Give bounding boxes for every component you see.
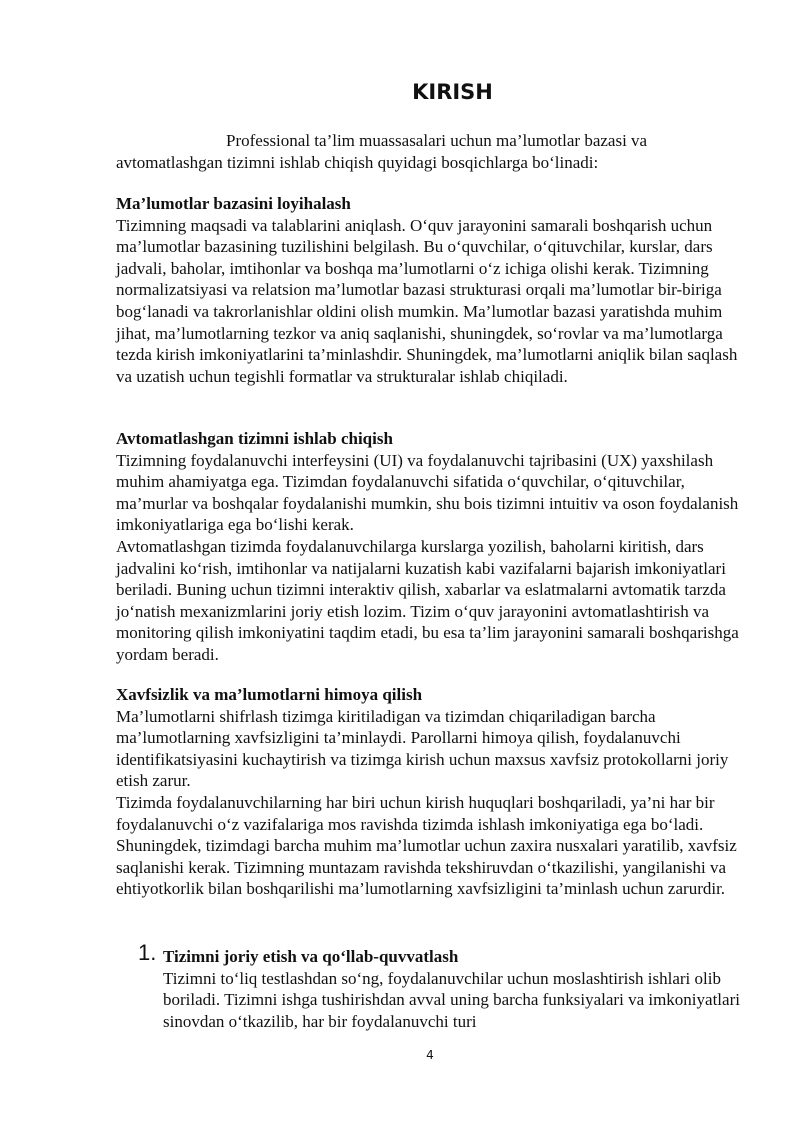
intro-paragraph [116,130,746,173]
section-heading: Xavfsizlik va ma’lumotlarni himoya qilish [116,685,423,704]
section-paragraph: Tizimda foydalanuvchilarning har biri uchun kirish huquqlari boshqariladi, ya’ni har bir foydalanuvchi o‘z vazifalariga mos ravishda tizimda ishlash imkoniyatiga ega bo‘ladi. Shuningdek, tizimdagi barcha muhim ma’lumotlar uchun zaxira nusxalari yaratilib, xavfsiz saqlanishi kerak. Tizimning muntazam ravishda tekshiruvdan o‘tkazilishi, yangilanishi va ehtiyotkorlik bilan boshqarilishi ma’lumotlarning xavfsizligini ta’minlash uchun zarurdir. [116,792,737,899]
list-item-heading: Tizimni joriy etish va qo‘llab-quvvatlash [163,947,459,966]
section-security [116,684,746,900]
section-heading: Ma’lumotlar bazasini loyihalash [116,194,351,213]
page-title: KIRISH [412,80,493,104]
page-number: 4 [426,1048,434,1062]
list-item-content [163,946,748,1032]
list-item-text: Tizimni to‘liq testlashdan so‘ng, foydalanuvchilar uchun moslashtirish ishlari olib boriladi. Tizimni ishga tushirishdan avval uning barcha funksiyalari va imkoniyatlari sinovdan o‘tkazilib, har bir foydalanuvchi turi [163,968,740,1031]
section-paragraph: Tizimning maqsadi va talablarini aniqlash. O‘quv jarayonini samarali boshqarish uchun ma’lumotlar bazasining tuzilishini belgilash. Bu o‘quvchilar, o‘qituvchilar, kurslar, dars jadvali, baholar, imtihonlar va boshqa ma’lumotlarni o‘z ichiga olishi kerak. Tizimning normalizatsiyasi va relatsion ma’lumotlar bazasi strukturasi orqali ma’lumotlar bir-biriga bog‘lanadi va takrorlanishlar oldini olish mumkin. Ma’lumotlar bazasi yaratishda muhim jihat, ma’lumotlarning tezkor va aniq saqlanishi, shuningdek, so‘rovlar va ma’lumotlarga tezda kirish imkoniyatlarini ta’minlashdir. Shuningdek, ma’lumotlarni aniqlik bilan saqlash va uzatish uchun tegishli formatlar va strukturalar ishlab chiqiladi. [116,215,738,386]
section-paragraph: Tizimning foydalanuvchi interfeysini (UI) va foydalanuvchi tajribasini (UX) yaxshilash muhim ahamiyatga ega. Tizimdan foydalanuvchi sifatida o‘quvchilar, o‘qituvchilar, ma’murlar va boshqalar foydalanishi mumkin, shu bois tizimni intuitiv va oson foydalanish imkoniyatlariga ega bo‘lishi kerak. [116,450,739,535]
intro-text: Professional ta’lim muassasalari uchun ma’lumotlar bazasi va avtomatlashgan tizimni ishlab chiqish quyidagi bosqichlarga bo‘linadi: [116,131,648,172]
section-heading: Avtomatlashgan tizimni ishlab chiqish [116,429,393,448]
list-number: 1. [138,940,157,965]
section-paragraph: Avtomatlashgan tizimda foydalanuvchilarga kurslarga yozilish, baholarni kiritish, dars jadvalini ko‘rish, imtihonlar va natijalarni kuzatish kabi vazifalarni bajarish imkoniyatlari beriladi. Buning uchun tizimni interaktiv qilish, xabarlar va eslatmalarni avtomatik tarzda jo‘natish mexanizmlarini joriy etish lozim. Tizim o‘quv jarayonini avtomatlashtirish va monitoring qilish imkoniyatini taqdim etadi, bu esa ta’lim jarayonini samarali boshqarishga yordam beradi. [116,536,739,664]
numbered-list-item [138,940,748,1032]
section-database-design [116,193,746,387]
section-automated-system [116,428,746,666]
section-paragraph: Ma’lumotlarni shifrlash tizimga kiritiladigan va tizimdan chiqariladigan barcha ma’lumotlarning xavfsizligini ta’minlaydi. Parollarni himoya qilish, foydalanuvchi identifikatsiyasini kuchaytirish va tizimga kirish uchun maxsus xavfsiz protokollarni joriy etish zarur. [116,706,729,791]
